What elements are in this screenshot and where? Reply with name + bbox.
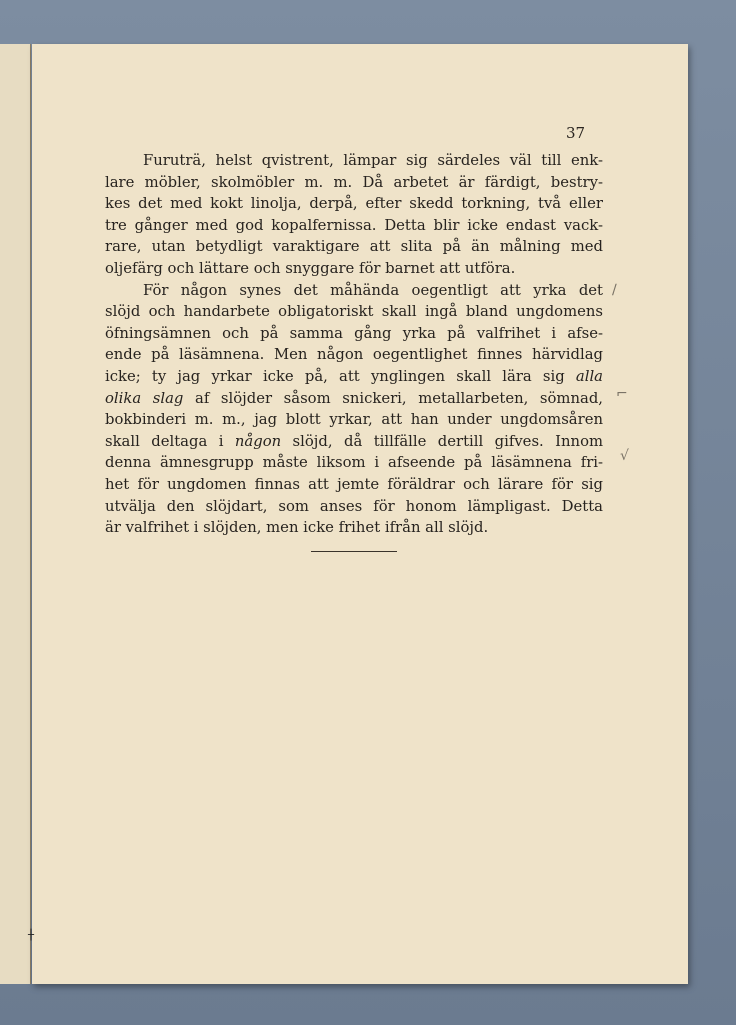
text-line [105, 301, 603, 323]
text-segment: slöjd och handarbete obligatoriskt skall ingå bland ungdomens [105, 303, 603, 321]
spine-mark: ┼ [28, 930, 35, 941]
text-segment: ende på läsämnena. Men någon oegentlighet finnes härvidlag [105, 346, 603, 364]
text-segment: öfningsämnen och på samma gång yrka på valfrihet i afse- [105, 324, 603, 342]
text-line [105, 388, 603, 410]
text-line [105, 366, 603, 388]
text-segment: skall deltaga i [105, 432, 235, 450]
page-number: 37 [566, 124, 586, 142]
text-line [105, 280, 603, 302]
text-segment: utvälja den slöjdart, som anses för honom lämpligast. Detta [105, 497, 603, 515]
text-line [105, 150, 603, 172]
text-segment: Furuträ, helst qvistrent, lämpar sig särdeles väl till enk- [143, 152, 603, 169]
text-line [105, 258, 603, 280]
text-segment: lare möbler, skolmöbler m. m. Då arbetet är färdigt, bestry- [105, 173, 603, 191]
italic-emphasis: alla [575, 367, 603, 385]
italic-emphasis: någon [234, 432, 282, 450]
text-line [105, 474, 603, 496]
text-segment: är valfrihet i slöjden, men icke frihet ifrån all slöjd. [105, 519, 489, 537]
text-segment: af slöjder såsom snickeri, metallarbeten, sömnad, [183, 389, 603, 407]
text-line [105, 193, 603, 215]
text-segment: icke; ty jag yrkar icke på, att ynglingen skall lära sig [105, 367, 576, 385]
text-line [105, 236, 603, 258]
text-line [105, 517, 603, 539]
text-segment: bokbinderi m. m., jag blott yrkar, att han under ungdomsåren [105, 411, 603, 429]
text-segment: slöjd, då tillfälle dertill gifves. Innom [281, 432, 604, 450]
text-segment: tre gånger med god kopalfernissa. Detta blir icke endast vack- [105, 216, 603, 234]
text-segment: denna ämnesgrupp måste liksom i afseende på läsämnena fri- [105, 454, 603, 472]
text-line [105, 496, 603, 518]
text-line [105, 431, 603, 453]
text-segment: kes det med kokt linolja, derpå, efter skedd torkning, två eller [105, 195, 603, 213]
pencil-mark: ∕ [612, 282, 617, 298]
pencil-mark: √ [620, 448, 629, 464]
text-line [105, 409, 603, 431]
text-line [105, 452, 603, 474]
text-line [105, 344, 603, 366]
pencil-mark: ⌐ [616, 386, 628, 402]
italic-emphasis: olika slag [105, 389, 184, 407]
text-segment: oljefärg och lättare och snyggare för barnet att utföra. [105, 259, 516, 277]
page-body-text [105, 150, 603, 539]
section-end-rule [311, 551, 397, 552]
text-segment: rare, utan betydligt varaktigare att slita på än målning med [105, 238, 603, 256]
text-segment: För någon synes det måhända oegentligt att yrka det [143, 281, 603, 299]
text-line [105, 215, 603, 237]
text-line [105, 323, 603, 345]
text-line [105, 172, 603, 194]
text-segment: het för ungdomen finnas att jemte föräldrar och lärare för sig [105, 475, 603, 493]
left-page-edge [0, 44, 31, 984]
